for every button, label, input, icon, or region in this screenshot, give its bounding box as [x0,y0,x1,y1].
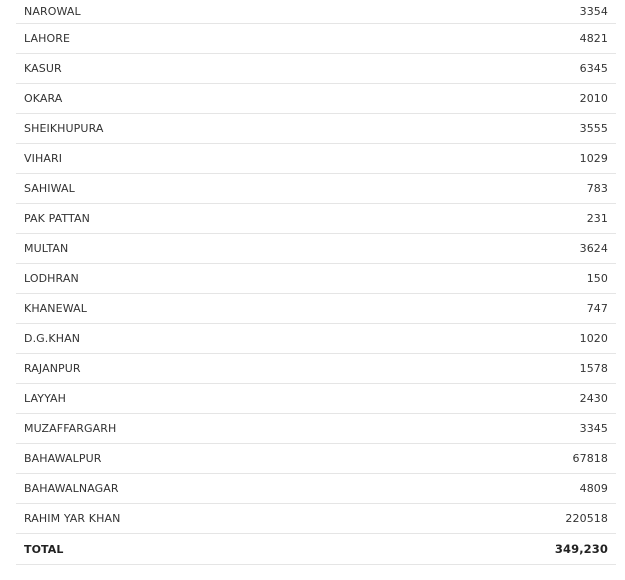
district-value: 4821 [579,32,608,45]
table-row [16,294,616,324]
district-value: 67818 [572,452,608,465]
district-name: MULTAN [24,242,69,255]
district-name: LAHORE [24,32,71,45]
table-row [16,114,616,144]
district-value: 783 [586,182,608,195]
table-row [16,504,616,534]
district-value: 2010 [579,92,608,105]
district-name: RAHIM YAR KHAN [24,512,121,525]
district-name: KASUR [24,62,62,75]
district-value: 3555 [579,122,608,135]
total-row [16,534,616,565]
district-name: KHANEWAL [24,302,87,315]
district-value: 3345 [579,422,608,435]
district-name: LAYYAH [24,392,67,405]
district-value: 220518 [565,512,608,525]
district-value: 3624 [579,242,608,255]
district-value: 1029 [579,152,608,165]
district-value: 747 [586,302,608,315]
table-row [16,414,616,444]
table-row [16,264,616,294]
table-row [16,324,616,354]
district-name: NAROWAL [24,4,81,18]
total-value: 349,230 [554,542,608,556]
district-name: SHEIKHUPURA [24,122,104,135]
district-table [16,0,616,565]
district-name: LODHRAN [24,272,79,285]
district-name: BAHAWALPUR [24,452,102,465]
district-name: D.G.KHAN [24,332,81,345]
table-row [16,444,616,474]
district-name: PAK PATTAN [24,212,90,225]
district-name: SAHIWAL [24,182,75,195]
district-value: 4809 [579,482,608,495]
district-name: MUZAFFARGARH [24,422,117,435]
table-row [16,144,616,174]
table-row [16,204,616,234]
table-row [16,24,616,54]
district-value: 1578 [579,362,608,375]
table-row [16,174,616,204]
district-value: 3354 [579,4,608,18]
district-name: BAHAWALNAGAR [24,482,119,495]
table-row [16,84,616,114]
district-value: 2430 [579,392,608,405]
district-value: 1020 [579,332,608,345]
district-value: 150 [586,272,608,285]
table-row [16,0,616,24]
district-name: VIHARI [24,152,63,165]
table-row [16,474,616,504]
district-value: 231 [586,212,608,225]
district-value: 6345 [579,62,608,75]
table-row [16,234,616,264]
district-name: OKARA [24,92,63,105]
table-row [16,354,616,384]
table-row [16,54,616,84]
table-row [16,384,616,414]
district-name: RAJANPUR [24,362,81,375]
total-label: TOTAL [24,542,64,556]
